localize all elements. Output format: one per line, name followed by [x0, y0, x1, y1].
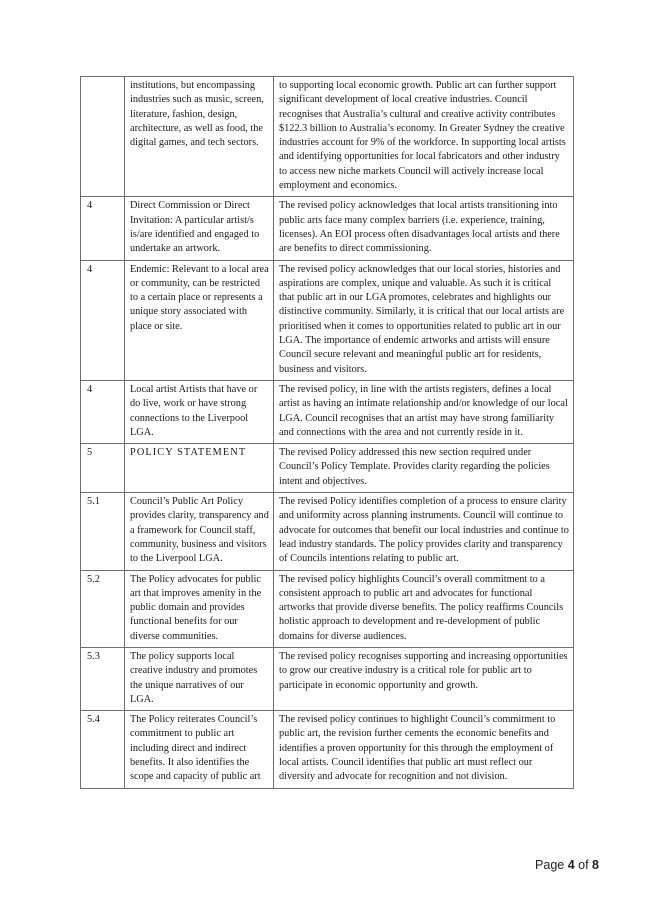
clause-text: Direct Commission or Direct Invitation: A particular artist/s is/are identified and engaged to undertake an artwork.	[125, 197, 274, 260]
review-comment: The revised policy highlights Council’s overall commitment to a consistent approach to public art and advocates for functional artworks that provide diverse benefits. The policy reaffirms Councils holistic approach to development and re-development of public domains for diverse audiences.	[274, 570, 574, 647]
clause-number: 4	[81, 197, 125, 260]
review-comment: The revised policy acknowledges that local artists transitioning into public arts face many complex barriers (i.e. experience, training, licenses). An EOI process often disadvantages local artists and there are benefits to direct commissioning.	[274, 197, 574, 260]
clause-number	[81, 77, 125, 197]
clause-number: 5.2	[81, 570, 125, 647]
review-comment: The revised policy recognises supporting and increasing opportunities to grow our creative industry is a critical role for public art to participate in economic opportunity and growth.	[274, 647, 574, 710]
page-prefix: Page	[535, 858, 568, 872]
table-row	[81, 260, 574, 380]
table-row	[81, 647, 574, 710]
clause-text: Local artist Artists that have or do live, work or have strong connections to the Liverpool LGA.	[125, 380, 274, 443]
current-page: 4	[567, 858, 575, 872]
clause-number: 4	[81, 380, 125, 443]
table-row	[81, 493, 574, 570]
table-row	[81, 570, 574, 647]
clause-text: Council’s Public Art Policy provides clarity, transparency and a framework for Council staff, community, business and visitors to the Liverpool LGA.	[125, 493, 274, 570]
page-number	[535, 858, 599, 872]
clause-number: 5.3	[81, 647, 125, 710]
table-row	[81, 444, 574, 493]
policy-review-table	[80, 76, 574, 789]
clause-number: 5	[81, 444, 125, 493]
review-comment: The revised Policy addressed this new section required under Council’s Policy Template. Provides clarity regarding the policies intent and objectives.	[274, 444, 574, 493]
clause-number: 5.4	[81, 711, 125, 788]
table-row	[81, 77, 574, 197]
page-of: of	[574, 858, 593, 872]
clause-text: institutions, but encompassing industries such as music, screen, literature, fashion, design, architecture, as well as food, the digital games, and tech sectors.	[125, 77, 274, 197]
clause-text: The Policy advocates for public art that improves amenity in the public domain and provides functional benefits for our diverse communities.	[125, 570, 274, 647]
review-comment: The revised policy, in line with the artists registers, defines a local artist as having an intimate relationship and/or knowledge of our local LGA. Council recognises that an artist may have strong familiarity and connections with the area and not currently reside in it.	[274, 380, 574, 443]
table-row	[81, 380, 574, 443]
clause-text: Endemic: Relevant to a local area or community, can be restricted to a certain place or represents a unique story associated with place or site.	[125, 260, 274, 380]
review-comment: to supporting local economic growth. Public art can further support significant development of local creative industries. Council recognises that Australia’s cultural and creative activity contributes $122.3 billion to Australia’s economy. In Greater Sydney the creative industries account for 9% of the workforce. In supporting local artists and identifying opportunities for local fabricators and other industry to access new niche markets Council will actively increase local employment and economics.	[274, 77, 574, 197]
clause-text: The policy supports local creative industry and promotes the unique narratives of our LGA.	[125, 647, 274, 710]
table-row	[81, 711, 574, 788]
review-comment: The revised policy acknowledges that our local stories, histories and aspirations are complex, unique and valuable. As such it is critical that public art in our LGA promotes, celebrates and highlights our distinctive community. Similarly, it is critical that our local artists are prioritised when it comes to opportunities related to public art in our LGA. The importance of endemic artworks and artists will ensure Council secure relevant and meaningful public art for residents, business and visitors.	[274, 260, 574, 380]
section-heading: POLICY STATEMENT	[125, 444, 274, 493]
total-pages: 8	[592, 858, 599, 872]
clause-number: 4	[81, 260, 125, 380]
review-comment: The revised Policy identifies completion of a process to ensure clarity and uniformity across planning instruments. Council will continue to advocate for outcomes that benefit our local industries and continue to lead industry standards. The policy provides clarity and transparency of Councils intentions relating to public art.	[274, 493, 574, 570]
review-comment: The revised policy continues to highlight Council’s commitment to public art, the revision further cements the economic benefits and identifies a proven opportunity for this through the employment of local artists. Council identifies that public art must reflect our diversity and advocate for recognition and not division.	[274, 711, 574, 788]
table-row	[81, 197, 574, 260]
clause-number: 5.1	[81, 493, 125, 570]
clause-text: The Policy reiterates Council’s commitment to public art including direct and indirect benefits. It also identifies the scope and capacity of public art	[125, 711, 274, 788]
